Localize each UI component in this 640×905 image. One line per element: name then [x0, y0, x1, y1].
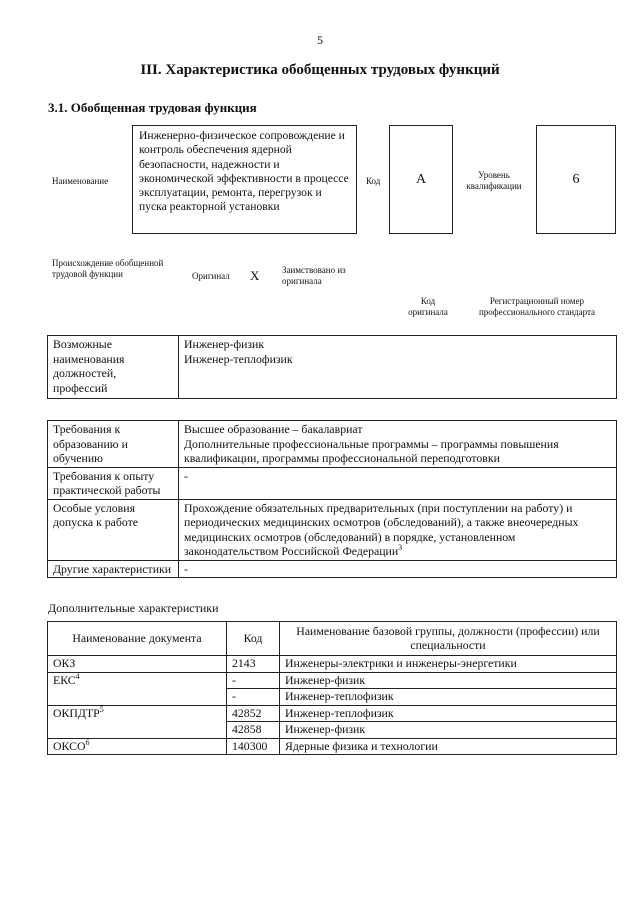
name-cell: Инженер-физик — [280, 722, 617, 739]
name-cell: Инженеры-электрики и инженеры-энергетики — [280, 656, 617, 673]
additional-table — [47, 621, 617, 755]
additional-title: Дополнительные характеристики — [48, 601, 219, 615]
table-row — [48, 672, 617, 689]
page-number: 5 — [317, 33, 323, 47]
code-original-label: Код оригинала — [408, 296, 448, 317]
footnote-ref: 3 — [398, 543, 403, 553]
doc-cell: ОКЗ — [48, 656, 227, 673]
doc-cell: ЕКС$^4$ — [48, 672, 227, 705]
code-cell: - — [227, 672, 280, 689]
code-cell: 42858 — [227, 722, 280, 739]
header-code: Код — [227, 622, 280, 656]
borrowed-label: Заимствовано из оригинала — [282, 265, 346, 286]
name-cell: Ядерные физика и технологии — [280, 738, 617, 755]
req-experience-value: - — [179, 467, 617, 499]
requirements-table — [47, 420, 617, 578]
req-line: Прохождение обязательных предварительных (при поступлении на работу) и периодических медицинских осмотров (обследований), а также внеочередных медицинских осмотров (обследований) в порядке, установленном законодательством Российской Федерации — [184, 500, 579, 558]
table-row — [48, 656, 617, 673]
function-name-box: Инженерно-физическое сопровождение и контроль обеспечения ядерной безопасности, надежности и экономической эффективности в процессе эксплуатации, ремонта, перегрузок и пуска реакторной установки — [132, 125, 357, 234]
code-cell: 2143 — [227, 656, 280, 673]
name-cell: Инженер-теплофизик — [280, 689, 617, 706]
subsection-title: 3.1. Обобщенная трудовая функция — [48, 100, 257, 115]
section-title: III. Характеристика обобщенных трудовых функций — [140, 62, 500, 78]
req-admission-label: Особые условия допуска к работе — [48, 499, 179, 560]
position-item: Инженер-теплофизик — [184, 351, 293, 366]
table-row — [48, 705, 617, 722]
code-value-box: A — [389, 125, 453, 234]
doc-cell: ОКПДТР$^5$ — [48, 705, 227, 738]
reg-number-label: Регистрационный номер профессионального стандарта — [478, 296, 596, 317]
code-cell: 42852 — [227, 705, 280, 722]
req-line: Высшее образование – бакалавриат — [184, 422, 363, 436]
code-label: Код — [366, 176, 381, 186]
header-doc: Наименование документа — [48, 622, 227, 656]
doc-cell: ОКСО$^6$ — [48, 738, 227, 755]
level-value-box: 6 — [536, 125, 616, 234]
positions-values — [179, 336, 617, 399]
code-cell: 140300 — [227, 738, 280, 755]
level-label: Уровень квалификации — [466, 170, 522, 191]
header-name: Наименование базовой группы, должности (профессии) или специальности — [280, 622, 617, 656]
name-cell: Инженер-теплофизик — [280, 705, 617, 722]
req-admission-value — [179, 499, 617, 560]
req-experience-label: Требования к опыту практической работы — [48, 467, 179, 499]
positions-table — [47, 335, 617, 399]
req-education-value — [179, 421, 617, 468]
name-label: Наименование — [52, 176, 109, 186]
position-item: Инженер-физик — [184, 337, 265, 351]
table-row — [48, 738, 617, 755]
origin-label: Происхождение обобщенной трудовой функции — [52, 258, 164, 279]
original-mark: X — [250, 268, 260, 283]
req-line: Дополнительные профессиональные программы – программы повышения квалификации, программы профессиональной переподготовки — [184, 436, 559, 465]
original-label: Оригинал — [192, 271, 230, 281]
name-cell: Инженер-физик — [280, 672, 617, 689]
code-cell: - — [227, 689, 280, 706]
req-other-value: - — [179, 560, 617, 578]
req-other-label: Другие характеристики — [48, 560, 179, 578]
positions-label: Возможные наименования должностей, профессий — [48, 336, 179, 399]
req-education-label: Требования к образованию и обучению — [48, 421, 179, 468]
